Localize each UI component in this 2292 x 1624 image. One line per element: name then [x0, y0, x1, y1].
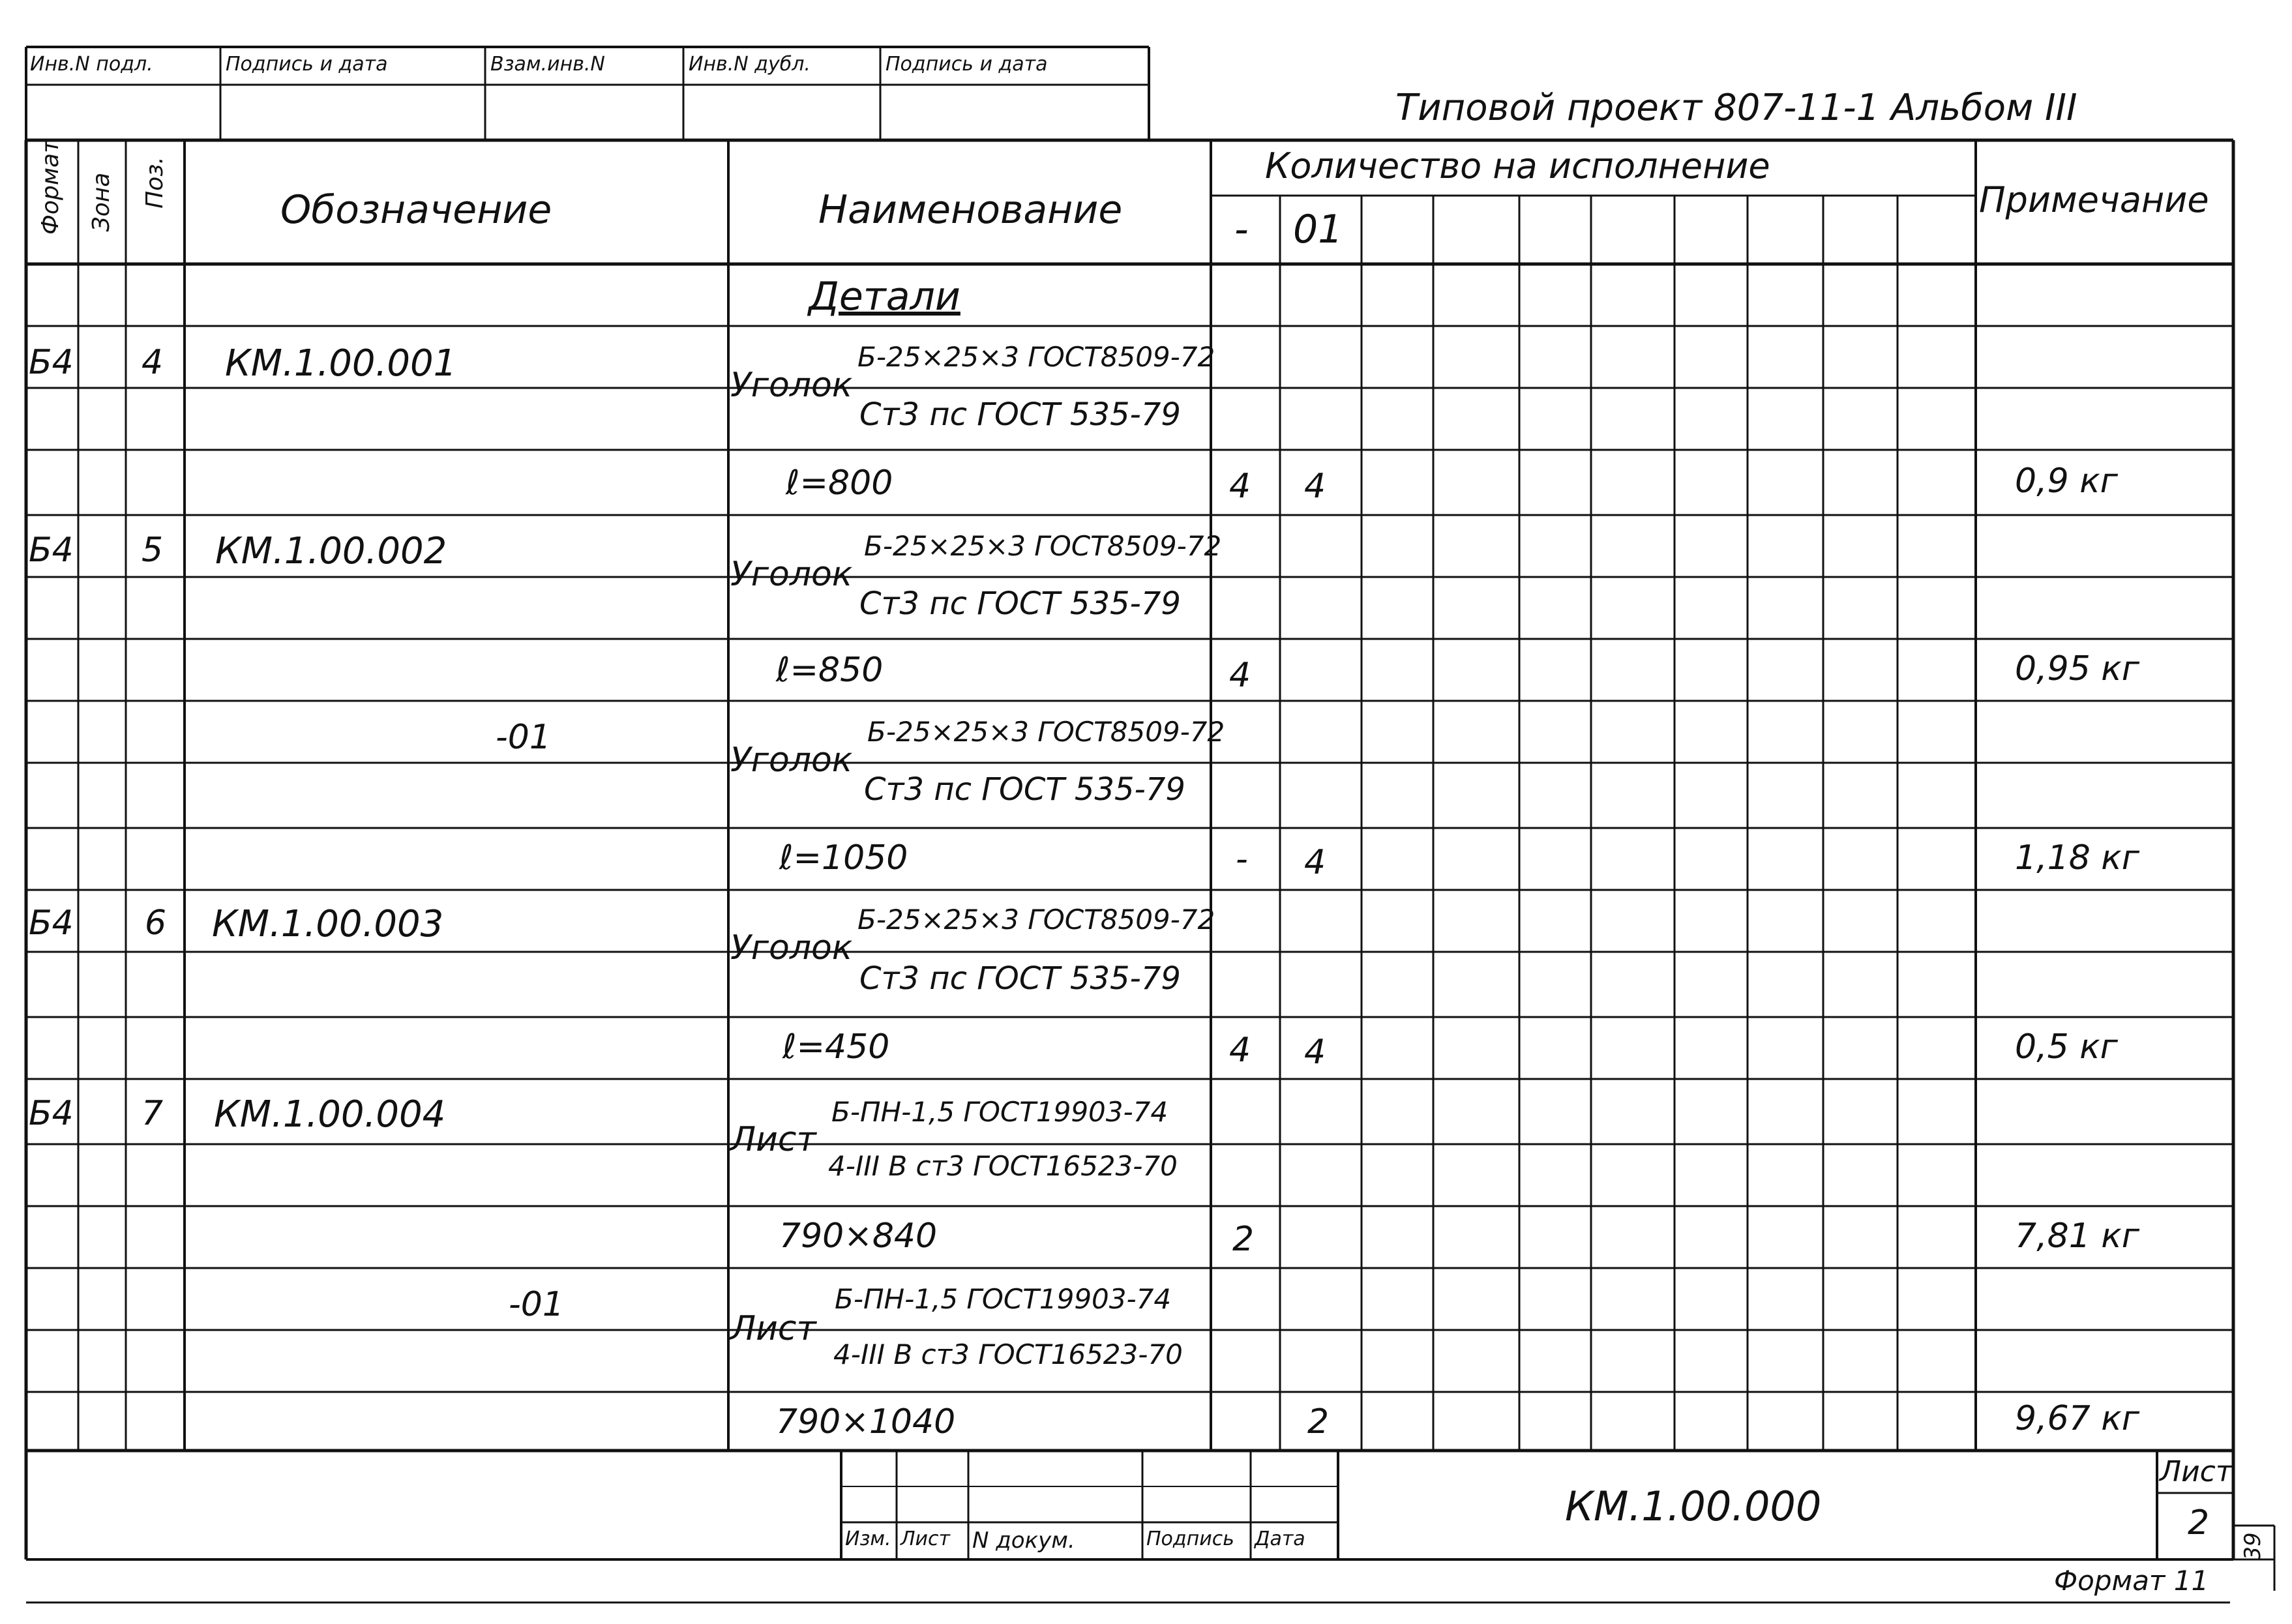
stamp-col-signature-date-2: Подпись и дата: [886, 53, 1048, 76]
stamp-col-inv-original: Инв.N подл.: [30, 53, 153, 76]
row-7-name-lead: Уголок: [730, 928, 853, 967]
row-1-format: Б4: [29, 343, 74, 382]
row-9-name-bottom: 4-III В ст3 ГОСТ16523-70: [828, 1150, 1178, 1182]
stamp-col-inv-duplicate: Инв.N дубл.: [689, 53, 811, 76]
row-7-position: 6: [145, 904, 167, 943]
tb-label-signature: Подпись: [1146, 1528, 1234, 1550]
col-header-designation: Обозначение: [280, 187, 552, 233]
row-11-name-top: Б-ПН-1,5 ГОСТ19903-74: [835, 1283, 1172, 1315]
project-title: Типовой проект 807-11-1 Альбом III: [1395, 87, 2077, 129]
row-12-note: 9,67 кг: [2015, 1399, 2140, 1438]
row-10-note: 7,81 кг: [2015, 1217, 2140, 1256]
row-3-designation: КМ.1.00.002: [215, 530, 447, 572]
tb-label-doc-number: N докум.: [972, 1528, 1075, 1554]
row-10-qty-base: 2: [1232, 1220, 1255, 1259]
row-9-name-top: Б-ПН-1,5 ГОСТ19903-74: [831, 1096, 1168, 1128]
row-1-designation: КМ.1.00.001: [225, 342, 457, 385]
row-3-format: Б4: [29, 531, 74, 570]
row-3-name-top: Б-25×25×3 ГОСТ8509-72: [864, 530, 1222, 562]
row-8-length: ℓ=450: [782, 1027, 890, 1067]
sheet-label: Лист: [2160, 1455, 2233, 1488]
row-9-position: 7: [141, 1094, 164, 1133]
col-header-quantity: Количество на исполнение: [1265, 145, 1770, 186]
row-5-name-top: Б-25×25×3 ГОСТ8509-72: [867, 716, 1225, 748]
row-6-note: 1,18 кг: [2015, 838, 2140, 878]
row-8-qty-base: 4: [1229, 1031, 1251, 1070]
col-header-position: Поз.: [141, 156, 168, 209]
page-number: 39: [2240, 1532, 2266, 1561]
row-7-name-top: Б-25×25×3 ГОСТ8509-72: [857, 904, 1215, 936]
tb-label-sheet: Лист: [900, 1528, 951, 1550]
row-8-note: 0,5 кг: [2015, 1027, 2118, 1067]
tb-label-change: Изм.: [845, 1528, 891, 1550]
row-1-position: 4: [141, 343, 164, 382]
col-header-note: Примечание: [1979, 179, 2209, 220]
row-6-qty-01: 4: [1304, 843, 1326, 882]
row-7-name-bottom: Ст3 пс ГОСТ 535-79: [859, 960, 1181, 997]
tb-label-date: Дата: [1255, 1528, 1305, 1550]
row-11-name-bottom: 4-III В ст3 ГОСТ16523-70: [833, 1338, 1183, 1370]
row-7-format: Б4: [29, 904, 74, 943]
row-3-name-bottom: Ст3 пс ГОСТ 535-79: [859, 585, 1181, 622]
row-11-name-lead: Лист: [730, 1309, 816, 1348]
row-9-designation: КМ.1.00.004: [214, 1093, 446, 1136]
stamp-col-signature-date: Подпись и дата: [226, 53, 388, 76]
row-4-length: ℓ=850: [776, 651, 884, 690]
row-12-qty-01: 2: [1307, 1402, 1330, 1441]
sheet-number: 2: [2188, 1503, 2210, 1543]
row-3-position: 5: [141, 531, 164, 570]
row-2-note: 0,9 кг: [2015, 462, 2118, 501]
row-4-note: 0,95 кг: [2015, 649, 2140, 688]
col-header-zone: Зона: [88, 172, 115, 232]
stamp-col-replacement-inv: Взам.инв.N: [490, 53, 605, 76]
row-6-qty-base: -: [1236, 840, 1248, 879]
row-2-qty-01: 4: [1304, 467, 1326, 506]
row-8-qty-01: 4: [1304, 1033, 1326, 1072]
row-5-designation: -01: [496, 718, 551, 757]
row-2-length: ℓ=800: [786, 464, 893, 503]
row-12-length: 790×1040: [776, 1402, 956, 1441]
row-10-length: 790×840: [779, 1217, 938, 1256]
row-1-name-bottom: Ст3 пс ГОСТ 535-79: [859, 396, 1181, 433]
qty-sub-base: -: [1234, 207, 1249, 252]
col-header-format: Формат: [37, 139, 64, 235]
qty-sub-01: 01: [1293, 207, 1343, 252]
paper-format: Формат 11: [2054, 1565, 2209, 1597]
section-title: Детали: [809, 274, 960, 319]
row-3-name-lead: Уголок: [730, 555, 853, 594]
col-header-name: Наименование: [818, 187, 1123, 233]
row-7-designation: КМ.1.00.003: [212, 903, 444, 945]
row-1-name-top: Б-25×25×3 ГОСТ8509-72: [857, 341, 1215, 373]
row-9-format: Б4: [29, 1094, 74, 1133]
row-1-name-lead: Уголок: [730, 366, 853, 405]
row-5-name-bottom: Ст3 пс ГОСТ 535-79: [864, 771, 1185, 808]
row-5-name-lead: Уголок: [730, 741, 853, 780]
row-2-qty-base: 4: [1229, 467, 1251, 506]
row-9-name-lead: Лист: [730, 1120, 816, 1159]
row-6-length: ℓ=1050: [779, 838, 908, 878]
row-11-designation: -01: [509, 1285, 564, 1324]
row-4-qty-base: 4: [1229, 656, 1251, 695]
document-code: КМ.1.00.000: [1565, 1483, 1822, 1530]
